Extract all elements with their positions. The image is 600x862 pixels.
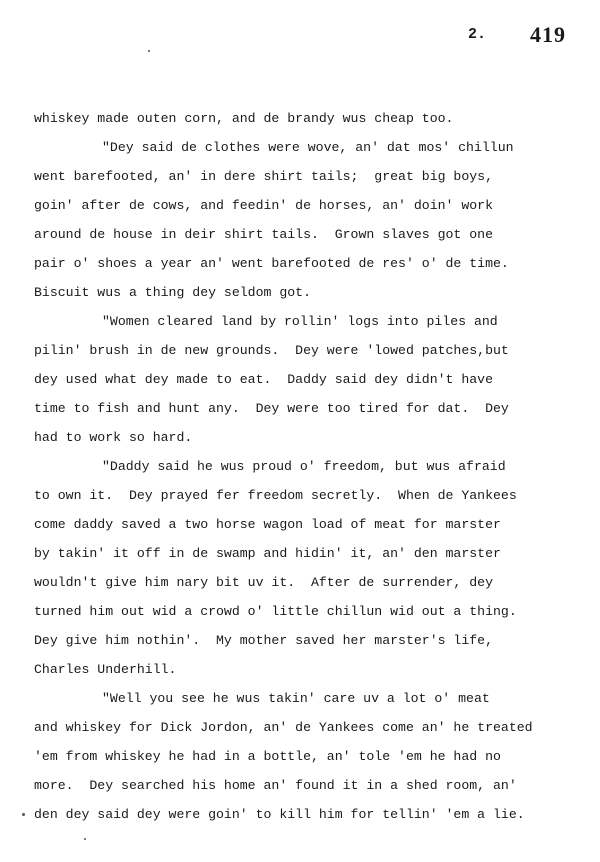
text-line: den dey said dey were goin' to kill him for tellin' 'em a lie. — [34, 807, 525, 822]
text-line: "Women cleared land by rollin' logs into piles and — [102, 314, 498, 329]
text-line: goin' after de cows, and feedin' de horses, an' doin' work — [34, 198, 493, 213]
text-line: turned him out wid a crowd o' little chillun wid out a thing. — [34, 604, 517, 619]
text-line: "Dey said de clothes were wove, an' dat mos' chillun — [102, 140, 514, 155]
text-line: went barefooted, an' in dere shirt tails; great big boys, — [34, 169, 493, 184]
text-line: around de house in deir shirt tails. Grown slaves got one — [34, 227, 493, 242]
text-line: whiskey made outen corn, and de brandy wus cheap too. — [34, 111, 454, 126]
typed-text-body — [34, 104, 564, 829]
text-line: more. Dey searched his home an' found it in a shed room, an' — [34, 778, 517, 793]
text-line: "Well you see he wus takin' care uv a lot o' meat — [102, 691, 490, 706]
text-line: dey used what dey made to eat. Daddy said dey didn't have — [34, 372, 493, 387]
text-line: 'em from whiskey he had in a bottle, an' tole 'em he had no — [34, 749, 501, 764]
scan-speck — [148, 50, 150, 52]
text-line: pair o' shoes a year an' went barefooted de res' o' de time. — [34, 256, 509, 271]
text-line: come daddy saved a two horse wagon load of meat for marster — [34, 517, 501, 532]
scan-speck — [84, 838, 86, 840]
page-number: 419 — [530, 22, 566, 47]
page-header — [0, 22, 600, 52]
text-line: and whiskey for Dick Jordon, an' de Yankees come an' he treated — [34, 720, 533, 735]
text-line: Charles Underhill. — [34, 662, 177, 677]
text-line: Dey give him nothin'. My mother saved her marster's life, — [34, 633, 493, 648]
text-line: "Daddy said he wus proud o' freedom, but wus afraid — [102, 459, 506, 474]
text-line: had to work so hard. — [34, 430, 193, 445]
text-line: to own it. Dey prayed fer freedom secretly. When de Yankees — [34, 488, 517, 503]
text-line: pilin' brush in de new grounds. Dey were 'lowed patches,but — [34, 343, 509, 358]
text-line: wouldn't give him nary bit uv it. After de surrender, dey — [34, 575, 493, 590]
text-line: by takin' it off in de swamp and hidin' it, an' den marster — [34, 546, 501, 561]
scan-speck — [22, 813, 25, 816]
text-line: time to fish and hunt any. Dey were too tired for dat. Dey — [34, 401, 509, 416]
page-section-number: 2. — [468, 26, 487, 43]
text-line: Biscuit wus a thing dey seldom got. — [34, 285, 311, 300]
